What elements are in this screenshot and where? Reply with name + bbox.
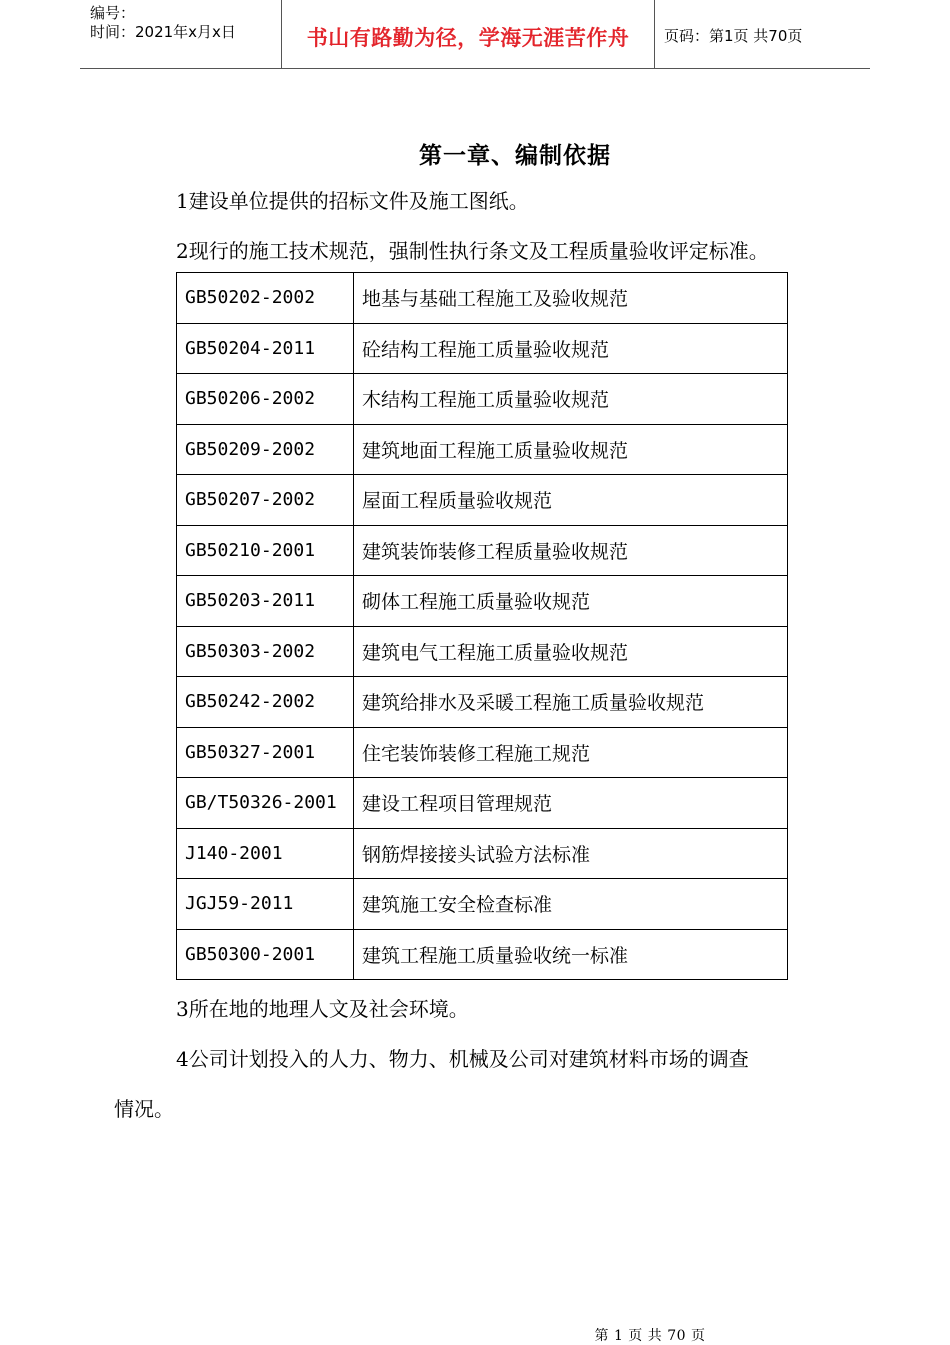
standard-name: 建筑地面工程施工质量验收规范 bbox=[354, 424, 788, 475]
standard-code: GB50204-2011 bbox=[177, 323, 354, 374]
table-row bbox=[177, 374, 788, 425]
standard-name: 建筑装饰装修工程质量验收规范 bbox=[354, 525, 788, 576]
standard-code: GB50210-2001 bbox=[177, 525, 354, 576]
paragraph-4-line-2: 情况。 bbox=[114, 1097, 174, 1121]
header-time-label: 时间：2021年x月x日 bbox=[90, 23, 236, 41]
standard-code: GB50242-2002 bbox=[177, 677, 354, 728]
table-row bbox=[177, 727, 788, 778]
header-meta bbox=[90, 4, 236, 42]
standard-name: 建设工程项目管理规范 bbox=[354, 778, 788, 829]
standard-code: GB50202-2002 bbox=[177, 273, 354, 324]
page-header bbox=[80, 0, 870, 69]
standard-code: GB/T50326-2001 bbox=[177, 778, 354, 829]
table-row bbox=[177, 778, 788, 829]
header-motto: 书山有路勤为径，学海无涯苦作舟 bbox=[306, 26, 630, 50]
table-row bbox=[177, 475, 788, 526]
standard-code: GB50300-2001 bbox=[177, 929, 354, 980]
header-page-info: 页码：第1页 共70页 bbox=[664, 27, 803, 45]
standard-name: 砼结构工程施工质量验收规范 bbox=[354, 323, 788, 374]
standard-name: 建筑工程施工质量验收统一标准 bbox=[354, 929, 788, 980]
standard-name: 建筑施工安全检查标准 bbox=[354, 879, 788, 930]
header-number-label: 编号： bbox=[90, 4, 136, 22]
standard-name: 住宅装饰装修工程施工规范 bbox=[354, 727, 788, 778]
standard-code: GB50303-2002 bbox=[177, 626, 354, 677]
page-footer: 第 1 页 共 70 页 bbox=[594, 1328, 706, 1344]
paragraph-2: 2现行的施工技术规范，强制性执行条文及工程质量验收评定标准。 bbox=[176, 239, 769, 263]
paragraph-4-line-1: 4公司计划投入的人力、物力、机械及公司对建筑材料市场的调查 bbox=[176, 1047, 749, 1071]
table-row bbox=[177, 525, 788, 576]
paragraph-3: 3所在地的地理人文及社会环境。 bbox=[176, 997, 469, 1021]
standards-table bbox=[176, 272, 788, 980]
standard-name: 木结构工程施工质量验收规范 bbox=[354, 374, 788, 425]
standard-name: 砌体工程施工质量验收规范 bbox=[354, 576, 788, 627]
standard-code: J140-2001 bbox=[177, 828, 354, 879]
table-row bbox=[177, 828, 788, 879]
table-row bbox=[177, 323, 788, 374]
standard-code: GB50209-2002 bbox=[177, 424, 354, 475]
standard-code: GB50203-2011 bbox=[177, 576, 354, 627]
paragraph-1: 1建设单位提供的招标文件及施工图纸。 bbox=[176, 189, 529, 213]
standard-code: GB50207-2002 bbox=[177, 475, 354, 526]
chapter-title: 第一章、编制依据 bbox=[419, 142, 611, 169]
standard-code: JGJ59-2011 bbox=[177, 879, 354, 930]
standard-name: 建筑电气工程施工质量验收规范 bbox=[354, 626, 788, 677]
table-row bbox=[177, 677, 788, 728]
table-row bbox=[177, 576, 788, 627]
header-divider bbox=[654, 0, 655, 68]
standard-name: 钢筋焊接接头试验方法标准 bbox=[354, 828, 788, 879]
standard-name: 地基与基础工程施工及验收规范 bbox=[354, 273, 788, 324]
table-row bbox=[177, 929, 788, 980]
standard-code: GB50327-2001 bbox=[177, 727, 354, 778]
standard-name: 屋面工程质量验收规范 bbox=[354, 475, 788, 526]
table-row bbox=[177, 626, 788, 677]
table-row bbox=[177, 424, 788, 475]
standard-code: GB50206-2002 bbox=[177, 374, 354, 425]
standard-name: 建筑给排水及采暖工程施工质量验收规范 bbox=[354, 677, 788, 728]
table-row bbox=[177, 273, 788, 324]
table-row bbox=[177, 879, 788, 930]
